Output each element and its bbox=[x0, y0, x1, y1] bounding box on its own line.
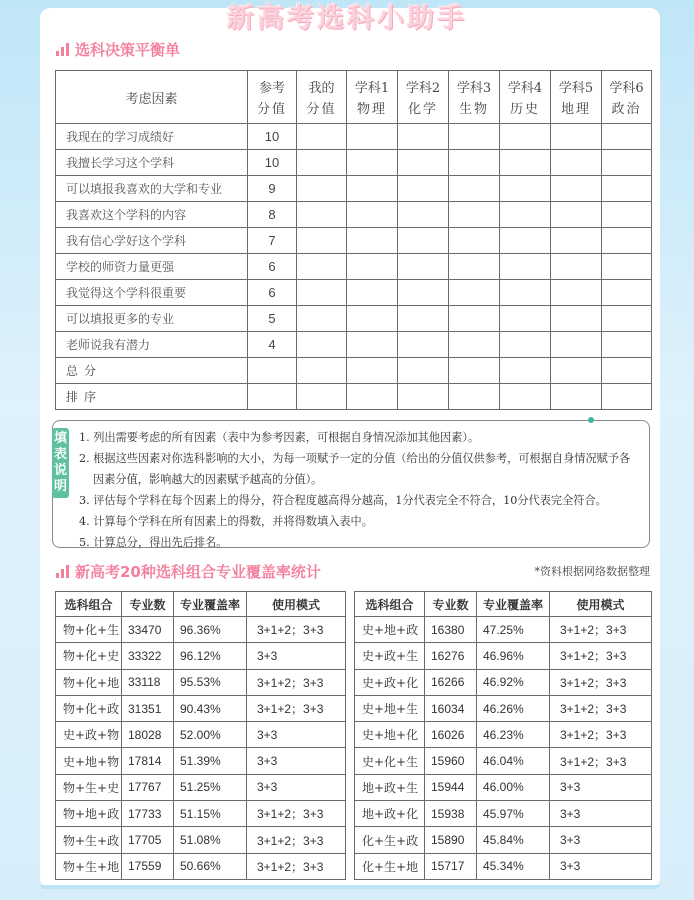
my-score-cell bbox=[297, 124, 347, 150]
coverage-row bbox=[56, 643, 346, 669]
header-subject-name: 物理 bbox=[347, 97, 398, 124]
decision-row bbox=[56, 228, 652, 254]
subject-score-cell bbox=[347, 202, 398, 228]
reference-score-cell: 5 bbox=[248, 306, 297, 332]
coverage-row bbox=[355, 643, 652, 669]
subject-score-cell bbox=[551, 280, 602, 306]
combo-cell: 化+生+政 bbox=[355, 827, 425, 853]
coverage-rate-cell: 45.84% bbox=[477, 827, 550, 853]
coverage-rate-cell: 50.66% bbox=[174, 853, 247, 879]
mode-cell: 3+1+2；3+3 bbox=[550, 643, 652, 669]
instructions-tag bbox=[52, 428, 69, 498]
major-count-cell: 31351 bbox=[122, 695, 174, 721]
factor-cell: 我现在的学习成绩好 bbox=[56, 124, 248, 150]
header-subject-label: 学科5 bbox=[551, 71, 602, 98]
mode-cell: 3+3 bbox=[550, 827, 652, 853]
instruction-item: 1. 列出需要考虑的所有因素（表中为参考因素，可根据自身情况添加其他因素）。 bbox=[79, 431, 480, 444]
blank-cell bbox=[602, 358, 652, 384]
coverage-row bbox=[56, 695, 346, 721]
blank-cell bbox=[500, 358, 551, 384]
my-score-cell bbox=[297, 254, 347, 280]
combo-cell: 物+生+史 bbox=[56, 774, 122, 800]
rank-row bbox=[56, 384, 652, 410]
reference-score-cell: 6 bbox=[248, 254, 297, 280]
subject-score-cell bbox=[347, 176, 398, 202]
mode-cell: 3+3 bbox=[247, 774, 346, 800]
combo-cell: 物+化+生 bbox=[56, 617, 122, 643]
coverage-rate-cell: 95.53% bbox=[174, 669, 247, 695]
coverage-section-title bbox=[56, 561, 321, 582]
combo-cell: 物+生+政 bbox=[56, 827, 122, 853]
subject-score-cell bbox=[449, 202, 500, 228]
mode-cell: 3+1+2；3+3 bbox=[550, 669, 652, 695]
coverage-row bbox=[355, 722, 652, 748]
subject-score-cell bbox=[551, 202, 602, 228]
subject-score-cell bbox=[347, 280, 398, 306]
blank-cell bbox=[248, 384, 297, 410]
coverage-row bbox=[355, 669, 652, 695]
coverage-rate-cell: 51.15% bbox=[174, 801, 247, 827]
blank-cell bbox=[602, 384, 652, 410]
coverage-rate-cell: 46.92% bbox=[477, 669, 550, 695]
major-count-cell: 16026 bbox=[425, 722, 477, 748]
combo-cell: 地+政+化 bbox=[355, 801, 425, 827]
subject-score-cell bbox=[602, 306, 652, 332]
blank-cell bbox=[347, 358, 398, 384]
major-count-cell: 18028 bbox=[122, 722, 174, 748]
major-count-cell: 17705 bbox=[122, 827, 174, 853]
reference-score-cell: 10 bbox=[248, 124, 297, 150]
mode-cell: 3+1+2；3+3 bbox=[247, 827, 346, 853]
blank-cell bbox=[551, 358, 602, 384]
subject-score-cell bbox=[347, 254, 398, 280]
subject-score-cell bbox=[602, 176, 652, 202]
mode-cell: 3+1+2；3+3 bbox=[247, 669, 346, 695]
coverage-row bbox=[56, 617, 346, 643]
subject-score-cell bbox=[449, 306, 500, 332]
rank-label: 排序 bbox=[56, 384, 248, 410]
mode-cell: 3+3 bbox=[550, 774, 652, 800]
major-count-cell: 16380 bbox=[425, 617, 477, 643]
coverage-row bbox=[56, 722, 346, 748]
dot-marker bbox=[588, 417, 594, 423]
header-mine-line1: 我的 bbox=[297, 71, 347, 98]
header-subject-label: 学科6 bbox=[602, 71, 652, 98]
subject-score-cell bbox=[602, 228, 652, 254]
subject-score-cell bbox=[398, 202, 449, 228]
combo-cell: 史+地+物 bbox=[56, 748, 122, 774]
header-ref-line2: 分值 bbox=[248, 97, 297, 124]
col-header: 专业覆盖率 bbox=[477, 592, 550, 617]
coverage-rate-cell: 46.04% bbox=[477, 748, 550, 774]
mode-cell: 3+1+2；3+3 bbox=[550, 695, 652, 721]
subject-score-cell bbox=[449, 280, 500, 306]
coverage-header-row bbox=[56, 592, 346, 617]
mode-cell: 3+3 bbox=[247, 643, 346, 669]
coverage-row bbox=[56, 801, 346, 827]
major-count-cell: 33322 bbox=[122, 643, 174, 669]
my-score-cell bbox=[297, 228, 347, 254]
subject-score-cell bbox=[602, 124, 652, 150]
major-count-cell: 16266 bbox=[425, 669, 477, 695]
subject-score-cell bbox=[398, 228, 449, 254]
decision-section-title-text: 选科决策平衡单 bbox=[75, 41, 181, 59]
page-bottom-edge bbox=[40, 885, 660, 889]
coverage-rate-cell: 46.00% bbox=[477, 774, 550, 800]
header-factor: 考虑因素 bbox=[56, 71, 248, 124]
subject-score-cell bbox=[398, 332, 449, 358]
my-score-cell bbox=[297, 306, 347, 332]
subject-score-cell bbox=[551, 254, 602, 280]
subject-score-cell bbox=[347, 228, 398, 254]
major-count-cell: 16276 bbox=[425, 643, 477, 669]
header-subject-name: 历史 bbox=[500, 97, 551, 124]
blank-cell bbox=[449, 358, 500, 384]
factor-cell: 我喜欢这个学科的内容 bbox=[56, 202, 248, 228]
coverage-row bbox=[355, 853, 652, 879]
instruction-item: 2. 根据这些因素对你选科影响的大小，为每一项赋予一定的分值（给出的分值仅供参考，可根据自身情况赋予各因素分值，影响越大的因素赋予越高的分值）。 bbox=[79, 452, 631, 486]
coverage-row bbox=[355, 774, 652, 800]
coverage-row bbox=[355, 748, 652, 774]
coverage-row bbox=[56, 669, 346, 695]
subject-score-cell bbox=[398, 124, 449, 150]
my-score-cell bbox=[297, 332, 347, 358]
major-count-cell: 16034 bbox=[425, 695, 477, 721]
blank-cell bbox=[449, 384, 500, 410]
subject-score-cell bbox=[398, 306, 449, 332]
reference-score-cell: 7 bbox=[248, 228, 297, 254]
subject-score-cell bbox=[602, 254, 652, 280]
page-title: 新高考选科小助手 bbox=[227, 3, 467, 34]
decision-row bbox=[56, 332, 652, 358]
coverage-row bbox=[355, 617, 652, 643]
header-subject-label: 学科1 bbox=[347, 71, 398, 98]
factor-cell: 老师说我有潜力 bbox=[56, 332, 248, 358]
factor-cell: 我觉得这个学科很重要 bbox=[56, 280, 248, 306]
subject-score-cell bbox=[449, 124, 500, 150]
major-count-cell: 17814 bbox=[122, 748, 174, 774]
mode-cell: 3+3 bbox=[247, 748, 346, 774]
combo-cell: 史+地+政 bbox=[355, 617, 425, 643]
mode-cell: 3+3 bbox=[550, 853, 652, 879]
coverage-rate-cell: 45.34% bbox=[477, 853, 550, 879]
mode-cell: 3+1+2；3+3 bbox=[247, 801, 346, 827]
decision-row bbox=[56, 150, 652, 176]
header-subject-label: 学科4 bbox=[500, 71, 551, 98]
coverage-section-title-text: 新高考20种选科组合专业覆盖率统计 bbox=[75, 563, 321, 581]
header-subject-name: 化学 bbox=[398, 97, 449, 124]
subject-score-cell bbox=[551, 332, 602, 358]
reference-score-cell: 10 bbox=[248, 150, 297, 176]
subject-score-cell bbox=[500, 332, 551, 358]
header-mine-line2: 分值 bbox=[297, 97, 347, 124]
blank-cell bbox=[248, 358, 297, 384]
blank-cell bbox=[551, 384, 602, 410]
coverage-row bbox=[56, 774, 346, 800]
subject-score-cell bbox=[449, 332, 500, 358]
combo-cell: 地+政+生 bbox=[355, 774, 425, 800]
major-count-cell: 17559 bbox=[122, 853, 174, 879]
subject-score-cell bbox=[602, 280, 652, 306]
reference-score-cell: 9 bbox=[248, 176, 297, 202]
combo-cell: 物+化+史 bbox=[56, 643, 122, 669]
coverage-rate-cell: 45.97% bbox=[477, 801, 550, 827]
blank-cell bbox=[398, 384, 449, 410]
my-score-cell bbox=[297, 202, 347, 228]
total-row bbox=[56, 358, 652, 384]
coverage-rate-cell: 52.00% bbox=[174, 722, 247, 748]
coverage-row bbox=[56, 827, 346, 853]
combo-cell: 化+生+地 bbox=[355, 853, 425, 879]
mode-cell: 3+1+2；3+3 bbox=[247, 853, 346, 879]
subject-score-cell bbox=[551, 228, 602, 254]
coverage-rate-cell: 96.12% bbox=[174, 643, 247, 669]
subject-score-cell bbox=[500, 150, 551, 176]
major-count-cell: 17767 bbox=[122, 774, 174, 800]
coverage-row bbox=[355, 695, 652, 721]
subject-score-cell bbox=[500, 176, 551, 202]
major-count-cell: 15717 bbox=[425, 853, 477, 879]
combo-cell: 物+化+政 bbox=[56, 695, 122, 721]
reference-score-cell: 4 bbox=[248, 332, 297, 358]
coverage-rate-cell: 46.26% bbox=[477, 695, 550, 721]
decision-row bbox=[56, 176, 652, 202]
coverage-row bbox=[56, 853, 346, 879]
my-score-cell bbox=[297, 150, 347, 176]
decision-row bbox=[56, 306, 652, 332]
source-note: *资料根据网络数据整理 bbox=[534, 565, 650, 578]
header-subject-name: 地理 bbox=[551, 97, 602, 124]
mode-cell: 3+3 bbox=[247, 722, 346, 748]
instruction-item: 5. 计算总分，得出先后排名。 bbox=[79, 536, 228, 549]
combo-cell: 物+化+地 bbox=[56, 669, 122, 695]
coverage-row bbox=[56, 748, 346, 774]
bar-chart-icon bbox=[56, 43, 69, 56]
blank-cell bbox=[398, 358, 449, 384]
major-count-cell: 17733 bbox=[122, 801, 174, 827]
major-count-cell: 15938 bbox=[425, 801, 477, 827]
combo-cell: 史+政+化 bbox=[355, 669, 425, 695]
subject-score-cell bbox=[347, 332, 398, 358]
combo-cell: 史+地+生 bbox=[355, 695, 425, 721]
subject-score-cell bbox=[449, 150, 500, 176]
header-subject-label: 学科3 bbox=[449, 71, 500, 98]
factor-cell: 可以填报我喜欢的大学和专业 bbox=[56, 176, 248, 202]
decision-row bbox=[56, 254, 652, 280]
bar-chart-icon bbox=[56, 565, 69, 578]
mode-cell: 3+1+2；3+3 bbox=[550, 722, 652, 748]
decision-row bbox=[56, 202, 652, 228]
decision-table bbox=[55, 70, 652, 410]
coverage-rate-cell: 51.39% bbox=[174, 748, 247, 774]
coverage-table-left bbox=[55, 591, 346, 880]
subject-score-cell bbox=[347, 306, 398, 332]
combo-cell: 物+地+政 bbox=[56, 801, 122, 827]
combo-cell: 物+生+地 bbox=[56, 853, 122, 879]
factor-cell: 我有信心学好这个学科 bbox=[56, 228, 248, 254]
blank-cell bbox=[297, 384, 347, 410]
subject-score-cell bbox=[449, 176, 500, 202]
combo-cell: 史+地+化 bbox=[355, 722, 425, 748]
instruction-item: 4. 计算每个学科在所有因素上的得数，并将得数填入表中。 bbox=[79, 515, 373, 528]
col-header: 使用模式 bbox=[550, 592, 652, 617]
combo-cell: 史+政+物 bbox=[56, 722, 122, 748]
subject-score-cell bbox=[398, 280, 449, 306]
subject-score-cell bbox=[500, 254, 551, 280]
decision-row bbox=[56, 124, 652, 150]
major-count-cell: 15890 bbox=[425, 827, 477, 853]
coverage-rate-cell: 96.36% bbox=[174, 617, 247, 643]
blank-cell bbox=[297, 358, 347, 384]
major-count-cell: 15944 bbox=[425, 774, 477, 800]
mode-cell: 3+1+2；3+3 bbox=[247, 617, 346, 643]
col-header: 选科组合 bbox=[355, 592, 425, 617]
subject-score-cell bbox=[347, 124, 398, 150]
my-score-cell bbox=[297, 176, 347, 202]
coverage-row bbox=[355, 801, 652, 827]
reference-score-cell: 6 bbox=[248, 280, 297, 306]
subject-score-cell bbox=[602, 332, 652, 358]
subject-score-cell bbox=[551, 124, 602, 150]
col-header: 专业覆盖率 bbox=[174, 592, 247, 617]
header-subject-name: 政治 bbox=[602, 97, 652, 124]
col-header: 使用模式 bbox=[247, 592, 346, 617]
subject-score-cell bbox=[602, 202, 652, 228]
combo-cell: 史+化+生 bbox=[355, 748, 425, 774]
coverage-rate-cell: 46.96% bbox=[477, 643, 550, 669]
reference-score-cell: 8 bbox=[248, 202, 297, 228]
col-header: 专业数 bbox=[425, 592, 477, 617]
combo-cell: 史+政+生 bbox=[355, 643, 425, 669]
instruction-item: 3. 评估每个学科在每个因素上的得分，符合程度越高得分越高，1分代表完全不符合，10分代表完全符合。 bbox=[79, 494, 607, 507]
subject-score-cell bbox=[398, 176, 449, 202]
subject-score-cell bbox=[602, 150, 652, 176]
coverage-rate-cell: 51.25% bbox=[174, 774, 247, 800]
total-label: 总分 bbox=[56, 358, 248, 384]
coverage-row bbox=[355, 827, 652, 853]
instructions-box bbox=[52, 420, 650, 548]
mode-cell: 3+1+2；3+3 bbox=[247, 695, 346, 721]
tag-char: 填 bbox=[53, 431, 67, 446]
subject-score-cell bbox=[398, 254, 449, 280]
subject-score-cell bbox=[500, 306, 551, 332]
blank-cell bbox=[347, 384, 398, 410]
coverage-rate-cell: 90.43% bbox=[174, 695, 247, 721]
major-count-cell: 33118 bbox=[122, 669, 174, 695]
col-header: 选科组合 bbox=[56, 592, 122, 617]
subject-score-cell bbox=[449, 254, 500, 280]
subject-score-cell bbox=[500, 124, 551, 150]
header-ref-line1: 参考 bbox=[248, 71, 297, 98]
tag-char: 说 bbox=[53, 463, 67, 478]
subject-score-cell bbox=[551, 150, 602, 176]
major-count-cell: 15960 bbox=[425, 748, 477, 774]
subject-score-cell bbox=[551, 306, 602, 332]
coverage-header-row bbox=[355, 592, 652, 617]
subject-score-cell bbox=[500, 280, 551, 306]
mode-cell: 3+3 bbox=[550, 801, 652, 827]
major-count-cell: 33470 bbox=[122, 617, 174, 643]
mode-cell: 3+1+2；3+3 bbox=[550, 748, 652, 774]
decision-section-title bbox=[56, 39, 180, 60]
decision-row bbox=[56, 280, 652, 306]
mode-cell: 3+1+2；3+3 bbox=[550, 617, 652, 643]
coverage-rate-cell: 46.23% bbox=[477, 722, 550, 748]
factor-cell: 学校的师资力量更强 bbox=[56, 254, 248, 280]
coverage-table-right bbox=[354, 591, 652, 880]
factor-cell: 可以填报更多的专业 bbox=[56, 306, 248, 332]
subject-score-cell bbox=[551, 176, 602, 202]
tag-char: 表 bbox=[53, 447, 67, 462]
my-score-cell bbox=[297, 280, 347, 306]
instructions-list bbox=[79, 427, 639, 553]
tag-char: 明 bbox=[53, 479, 67, 494]
subject-score-cell bbox=[347, 150, 398, 176]
subject-score-cell bbox=[500, 202, 551, 228]
subject-score-cell bbox=[500, 228, 551, 254]
header-subject-name: 生物 bbox=[449, 97, 500, 124]
col-header: 专业数 bbox=[122, 592, 174, 617]
coverage-rate-cell: 47.25% bbox=[477, 617, 550, 643]
subject-score-cell bbox=[449, 228, 500, 254]
decision-header-row-1 bbox=[56, 71, 652, 98]
coverage-rate-cell: 51.08% bbox=[174, 827, 247, 853]
subject-score-cell bbox=[398, 150, 449, 176]
header-subject-label: 学科2 bbox=[398, 71, 449, 98]
blank-cell bbox=[500, 384, 551, 410]
factor-cell: 我擅长学习这个学科 bbox=[56, 150, 248, 176]
